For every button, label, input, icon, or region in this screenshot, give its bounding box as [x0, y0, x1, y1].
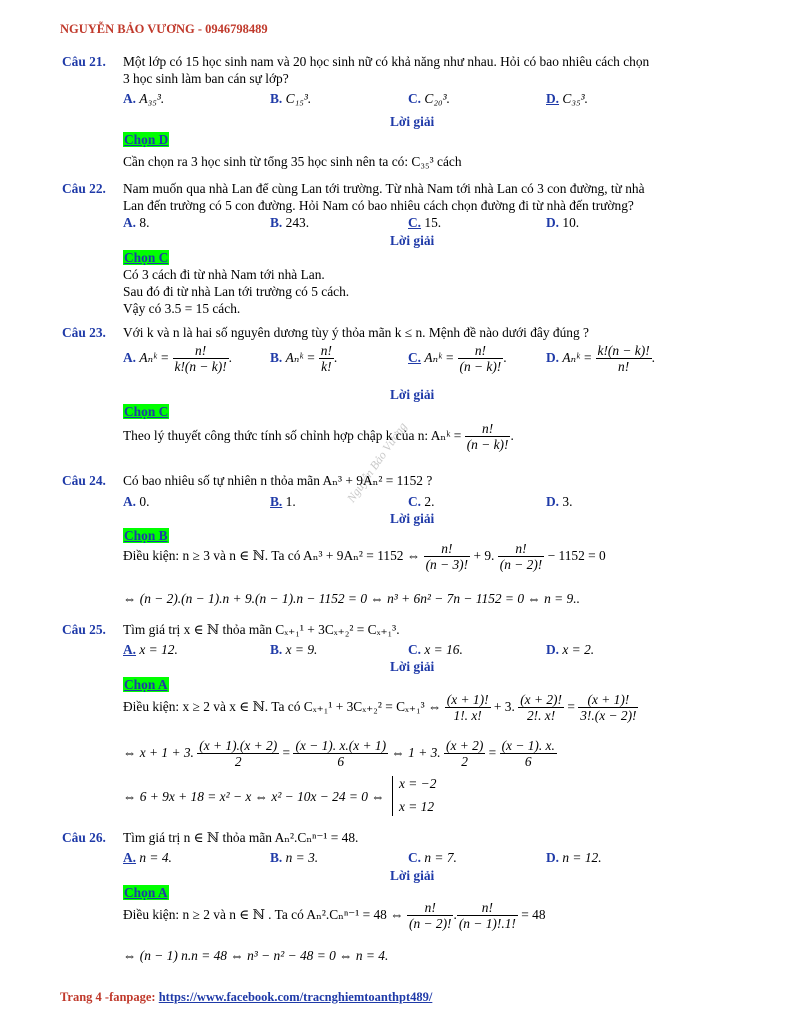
fraction: $\frac{n!}{(n - k)!}$	[459, 343, 502, 375]
fraction: $\frac{n!}{(n - 1)!.1!}$	[458, 900, 516, 932]
question-25-root-1: x = −2	[399, 776, 437, 791]
fraction: $\frac{(x + 2)}{2}$	[445, 738, 484, 770]
question-24-option-a: A. 0.	[123, 494, 150, 509]
question-24-solution-line1: Điều kiện: n ≥ 3 và n ∈ ℕ. Ta có Aₙ³ + 9Aₙ² = 1152 ⇔ $\frac{n!}{(n - 3)!}$ + 9. $\frac{n!}{(n - 2)!}$ − 1152 = 0	[123, 541, 606, 573]
question-26-solution-line2: ⇔ (n − 1) n.n = 48 ⇔ n³ − n² − 48 = 0 ⇔ n = 4.	[123, 948, 389, 963]
question-26-answer-tag: Chọn A	[124, 885, 168, 900]
question-26-option-c: C. n = 7.	[408, 850, 457, 865]
question-21-solution-line1: Cần chọn ra 3 học sinh từ tổng 35 học sinh nên ta có: C₃₅³ cách	[123, 154, 462, 169]
question-23-answer-tag: Chọn C	[124, 404, 169, 419]
question-25-solution-line1: Điều kiện: x ≥ 2 và x ∈ ℕ. Ta có Cₓ₊₁¹ + 3Cₓ₊₂² = Cₓ₊₁³ ⇔ $\frac{(x + 1)!}{1!. x!}$ + 3. $\frac{(x + 2)!}{2!. x!}$ = $\frac{(x + 1)!}{3!.(x - 2)!}$	[123, 692, 637, 724]
question-24-option-c: C. 2.	[408, 494, 435, 509]
question-21-solution-heading: Lời giải	[390, 114, 435, 129]
question-21-answer-tag: Chọn D	[124, 132, 169, 147]
question-24-text-line1: Có bao nhiêu số tự nhiên n thỏa mãn Aₙ³ + 9Aₙ² = 1152 ?	[123, 473, 433, 488]
question-26-text-line1: Tìm giá trị n ∈ ℕ thỏa mãn Aₙ².Cₙⁿ⁻¹ = 48.	[123, 830, 359, 845]
question-26-solution-line1: Điều kiện: n ≥ 2 và n ∈ ℕ . Ta có Aₙ².Cₙⁿ⁻¹ = 48 ⇔ $\frac{n!}{(n - 2)!}$ . $\frac{n!}{(n - 1)!.1!}$ = 48	[123, 900, 546, 932]
question-26-option-d: D. n = 12.	[546, 850, 602, 865]
question-25-solution-heading: Lời giải	[390, 659, 435, 674]
question-21-text-line1: Một lớp có 15 học sinh nam và 20 học sinh nữ có khả năng như nhau. Hỏi có bao nhiêu cách chọn	[123, 54, 650, 69]
fraction: $\frac{(x - 1). x.}{6}$	[501, 738, 555, 770]
question-22-solution-line1: Có 3 cách đi từ nhà Nam tới nhà Lan.	[123, 267, 325, 282]
fraction: $\frac{n!}{(n - k)!}$	[466, 421, 509, 453]
question-25-option-c: C. x = 16.	[408, 642, 463, 657]
question-23-solution-line1: Theo lý thuyết công thức tính số chỉnh hợp chập k của n: Aₙᵏ = $\frac{n!}{(n - k)!}$ .	[123, 421, 514, 453]
system-bracket	[392, 776, 393, 816]
question-22-option-a: A. 8.	[123, 215, 150, 230]
question-22-solution-line2: Sau đó đi từ nhà Lan tới trường có 5 cách.	[123, 284, 350, 299]
header-name: NGUYỄN BẢO VƯƠNG - 0946798489	[60, 22, 268, 36]
question-22-number: Câu 22.	[62, 181, 106, 196]
question-25-text-line1: Tìm giá trị x ∈ ℕ thỏa mãn Cₓ₊₁¹ + 3Cₓ₊₂² = Cₓ₊₁³.	[123, 622, 400, 637]
question-22-option-b: B. 243.	[270, 215, 310, 230]
question-21-option-d: D. C₃₅³.	[546, 91, 588, 106]
fraction: $\frac{(x + 2)!}{2!. x!}$	[520, 692, 562, 724]
question-25-answer-tag: Chọn A	[124, 677, 168, 692]
question-22-text-line2: Lan đến trường có 5 con đường. Hỏi Nam có bao nhiêu cách chọn đường đi từ nhà đến trường?	[123, 198, 634, 213]
fanpage-link[interactable]: https://www.facebook.com/tracnghiemtoanthpt489/	[158, 990, 433, 1004]
page-header	[60, 22, 268, 36]
question-23-option-c: C. Aₙᵏ = $\frac{n!}{(n - k)!}$ .	[408, 343, 507, 375]
question-22-text-line1: Nam muốn qua nhà Lan để cùng Lan tới trường. Từ nhà Nam tới nhà Lan có 3 con đường, từ nhà	[123, 181, 645, 196]
question-24-option-b: B. 1.	[270, 494, 296, 509]
question-23-solution-heading: Lời giải	[390, 387, 435, 402]
fraction: $\frac{n!}{(n - 2)!}$	[408, 900, 452, 932]
watermark: Nguyễn Bảo Vương	[343, 419, 410, 505]
fraction: $\frac{(x + 1).(x + 2)}{2}$	[199, 738, 278, 770]
question-21-option-c: C. C₂₀³.	[408, 91, 450, 106]
fraction: $\frac{(x + 1)!}{1!. x!}$	[446, 692, 489, 724]
question-21-text-line2: 3 học sinh làm ban cán sự lớp?	[123, 71, 289, 86]
question-26-option-b: B. n = 3.	[270, 850, 319, 865]
question-24-solution-line2: ⇔ (n − 2).(n − 1).n + 9.(n − 1).n − 1152 = 0 ⇔ n³ + 6n² − 7n − 1152 = 0 ⇔ n = 9..	[123, 591, 580, 606]
question-22-solution-line3: Vậy có 3.5 = 15 cách.	[123, 301, 241, 316]
question-25-solution-line3: ⇔ 6 + 9x + 18 = x² − x ⇔ x² − 10x − 24 = 0 ⇔	[123, 789, 385, 804]
fraction: $\frac{n!}{k!(n - k)!}$	[174, 343, 227, 375]
question-21-option-b: B. C₁₅³.	[270, 91, 312, 106]
question-26-solution-heading: Lời giải	[390, 868, 435, 883]
question-22-option-c: C. 15.	[408, 215, 442, 230]
question-23-option-b: B. Aₙᵏ = $\frac{n!}{k!}$ .	[270, 343, 338, 375]
question-25-number: Câu 25.	[62, 622, 106, 637]
question-25-root-2: x = 12	[399, 799, 435, 814]
question-23-option-a: A. Aₙᵏ = $\frac{n!}{k!(n - k)!}$ .	[123, 343, 233, 375]
question-24-number: Câu 24.	[62, 473, 106, 488]
question-21-option-a: A. A₃₅³.	[123, 91, 165, 106]
fraction: $\frac{n!}{k!}$	[320, 343, 332, 375]
fraction: $\frac{n!}{(n - 2)!}$	[499, 541, 543, 573]
question-25-solution-line2: ⇔ x + 1 + 3. $\frac{(x + 1).(x + 2)}{2}$ = $\frac{(x - 1). x.(x + 1)}{6}$ ⇔ 1 + 3. $\frac{(x + 2)}{2}$ = $\frac{(x - 1). x.}{6}$	[123, 738, 555, 770]
fraction: $\frac{n!}{(n - 3)!}$	[425, 541, 469, 573]
question-26-number: Câu 26.	[62, 830, 106, 845]
question-24-answer-tag: Chọn B	[124, 528, 168, 543]
question-26-option-a: A. n = 4.	[123, 850, 172, 865]
page-footer	[60, 990, 432, 1004]
question-23-text-line1: Với k và n là hai số nguyên dương tùy ý thỏa mãn k ≤ n. Mệnh đề nào dưới đây đúng ?	[123, 325, 589, 340]
question-23-number: Câu 23.	[62, 325, 106, 340]
question-25-option-b: B. x = 9.	[270, 642, 318, 657]
question-25-option-a: A. x = 12.	[123, 642, 178, 657]
question-21-number: Câu 21.	[62, 54, 106, 69]
question-23-option-d: D. Aₙᵏ = $\frac{k!(n - k)!}{n!}$ .	[546, 343, 656, 375]
fraction: $\frac{k!(n - k)!}{n!}$	[597, 343, 650, 375]
question-24-solution-heading: Lời giải	[390, 511, 435, 526]
fraction: $\frac{(x - 1). x.(x + 1)}{6}$	[295, 738, 387, 770]
question-22-option-d: D. 10.	[546, 215, 580, 230]
question-25-option-d: D. x = 2.	[546, 642, 595, 657]
question-22-answer-tag: Chọn C	[124, 250, 169, 265]
question-24-option-d: D. 3.	[546, 494, 573, 509]
footer-label: Trang 4 -fanpage:	[60, 990, 159, 1004]
question-22-solution-heading: Lời giải	[390, 233, 435, 248]
fraction: $\frac{(x + 1)!}{3!.(x - 2)!}$	[580, 692, 637, 724]
